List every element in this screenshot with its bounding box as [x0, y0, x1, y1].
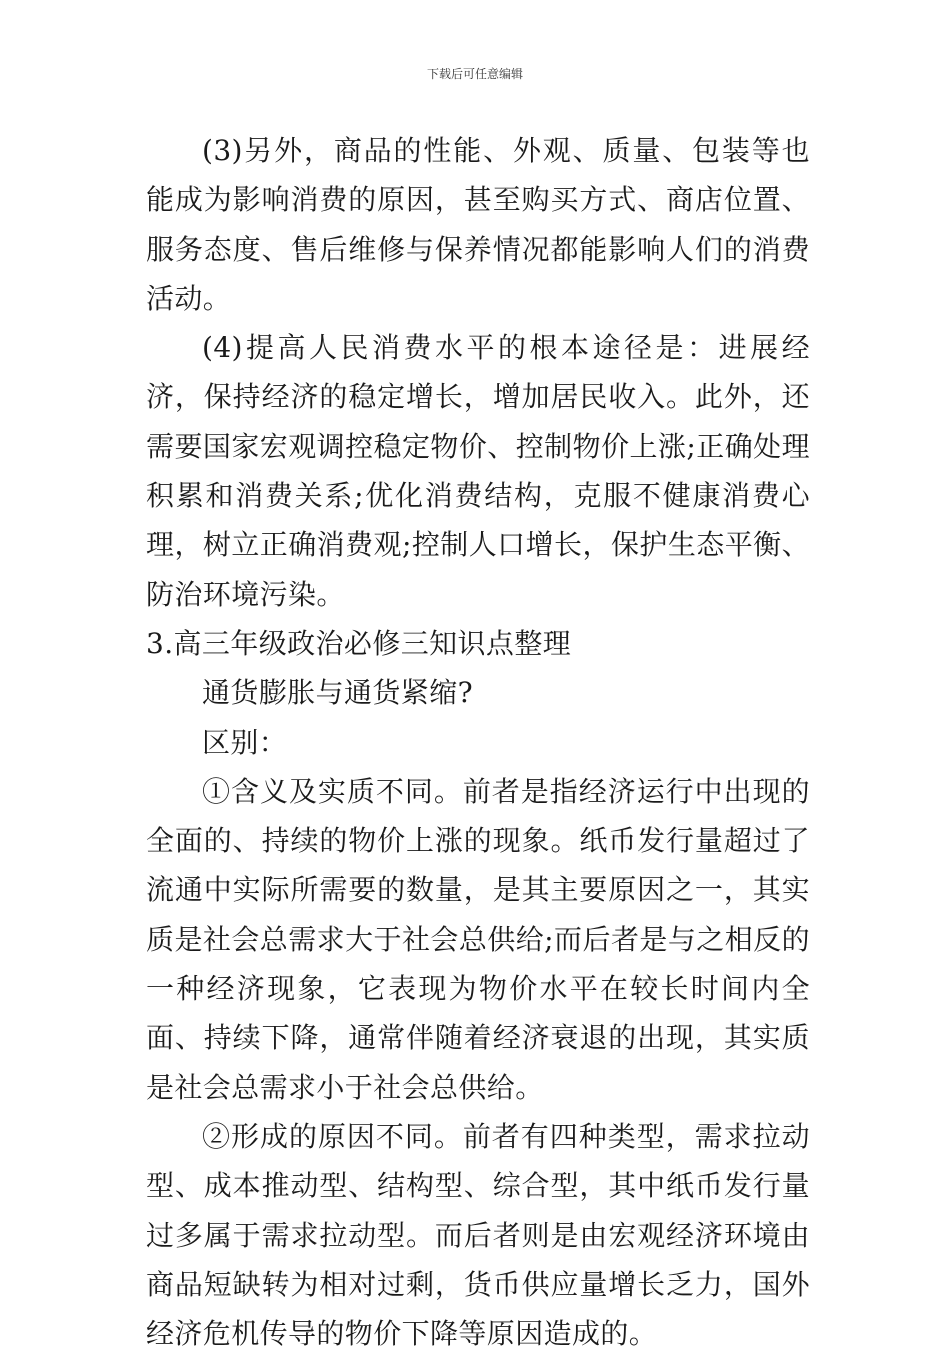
difference-point-1: ①含义及实质不同。前者是指经济运行中出现的全面的、持续的物价上涨的现象。纸币发行量超过了流通中实际所需要的数量，是其主要原因之一，其实质是社会总需求大于社会总供给;而后者是与之相反的一种经济现象，它表现为物价水平在较长时间内全面、持续下降，通常伴随着经济衰退的出现，其实质是社会总需求小于社会总供给。	[146, 774, 810, 1104]
difference-label: 区别：	[202, 725, 288, 759]
document-body	[146, 126, 810, 1358]
topic-heading: 通货膨胀与通货紧缩?	[202, 676, 474, 710]
difference-point-2: ②形成的原因不同。前者有四种类型，需求拉动型、成本推动型、结构型、综合型，其中纸币发行量过多属于需求拉动型。而后者则是由宏观经济环境由商品短缺转为相对过剩，货币供应量增长乏力，国外经济危机传导的物价下降等原因造成的。	[146, 1119, 810, 1351]
header-note: 下载后可任意编辑	[426, 67, 523, 81]
section-heading: 3.高三年级政治必修三知识点整理	[146, 626, 572, 660]
paragraph-item-4: (4)提高人民消费水平的根本途径是：进展经济，保持经济的稳定增长，增加居民收入。此外，还需要国家宏观调控稳定物价、控制物价上涨;正确处理积累和消费关系;优化消费结构，克服不健康消费心理，树立正确消费观;控制人口增长，保护生态平衡、防治环境污染。	[146, 331, 810, 611]
paragraph-item-3: (3)另外，商品的性能、外观、质量、包装等也能成为影响消费的原因，甚至购买方式、商店位置、服务态度、售后维修与保养情况都能影响人们的消费活动。	[146, 134, 810, 315]
